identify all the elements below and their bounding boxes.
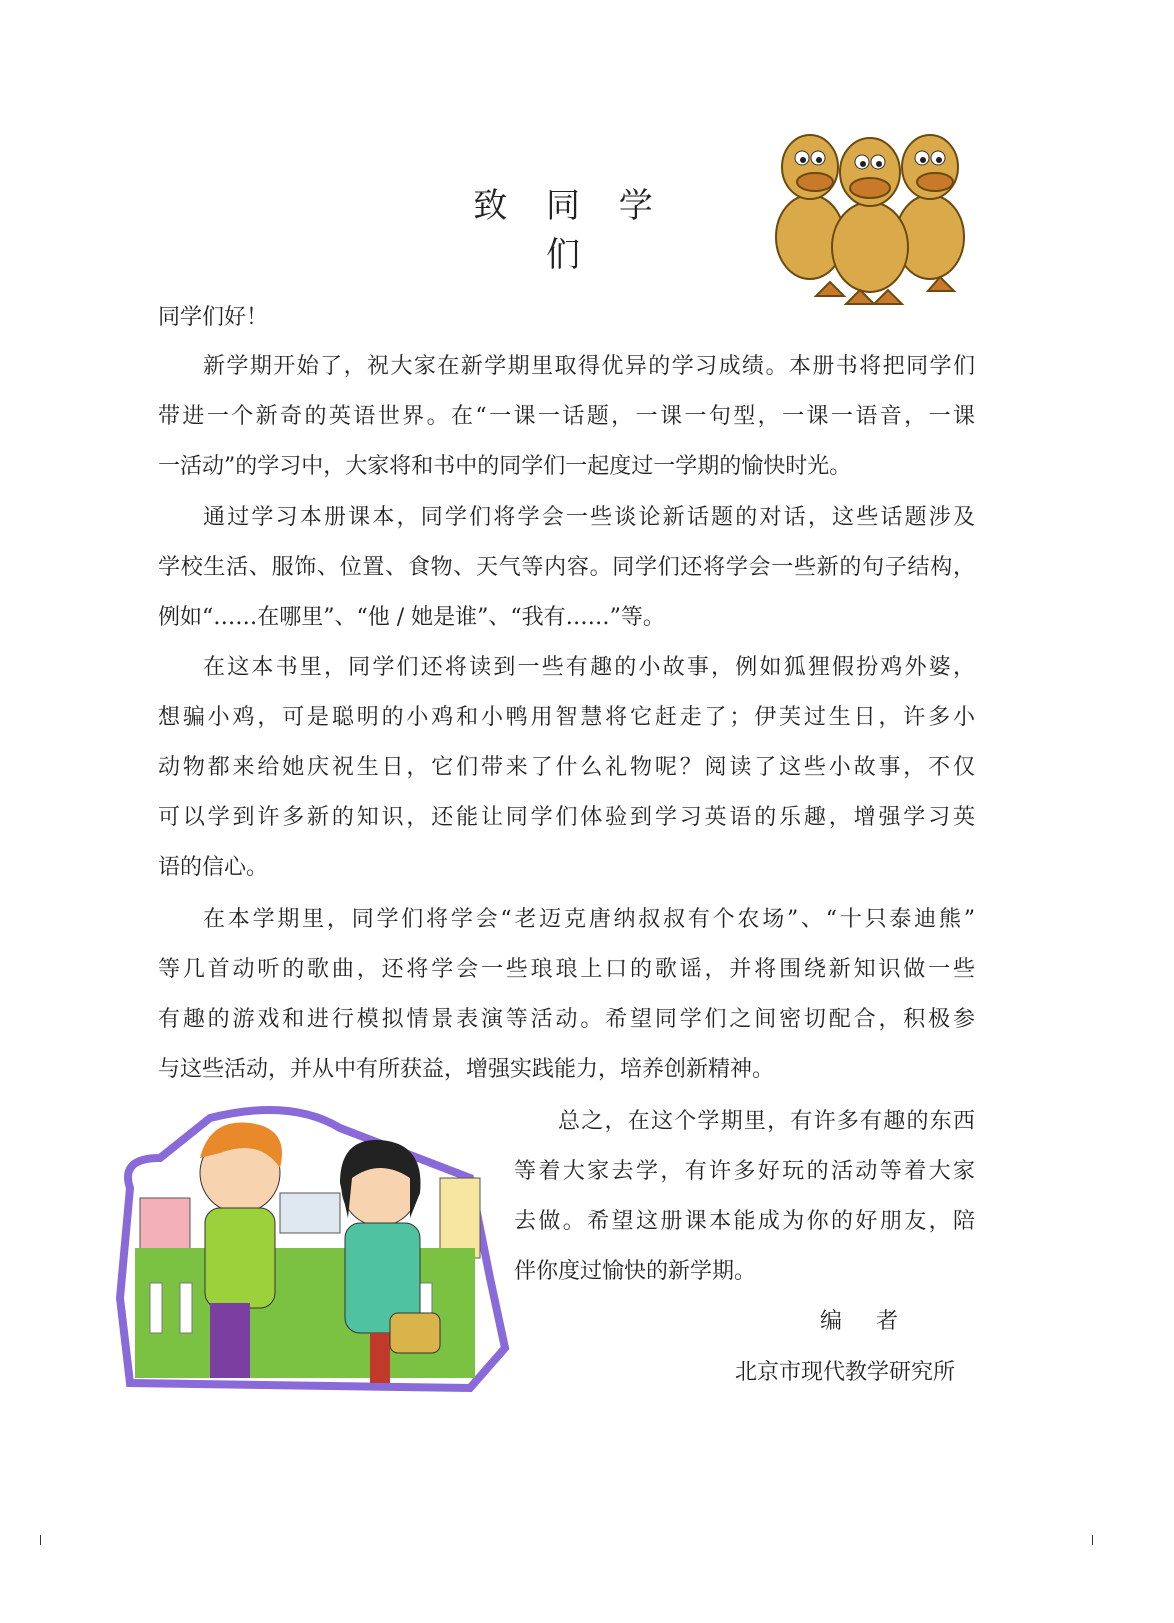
paragraph-line: 例如“……在哪里”、“他 / 她是谁”、“我有……”等。 [158,605,665,630]
paragraph-line: 通过学习本册课本，同学们将学会一些谈论新话题的对话，这些话题涉及 [203,505,975,530]
closing-line: 总之，在这个学期里，有许多有趣的东西 [558,1109,975,1134]
page-title: 致 同 学 们 [473,186,667,275]
signature-author: 编 者 [820,1309,905,1334]
crop-mark [40,1535,41,1545]
paragraph-line: 在这本书里，同学们还将读到一些有趣的小故事，例如狐狸假扮鸡外婆， [203,655,975,680]
closing-line: 去做。希望这册课本能成为你的好朋友，陪 [514,1209,975,1234]
paragraph-line: 等几首动听的歌曲，还将学会一些琅琅上口的歌谣，并将围绕新知识做一些 [158,957,975,982]
closing-line: 伴你度过愉快的新学期。 [514,1259,757,1284]
paragraph-line: 学校生活、服饰、位置、食物、天气等内容。同学们还将学会一些新的句子结构， [158,555,975,580]
paragraph-line: 有趣的游戏和进行模拟情景表演等活动。希望同学们之间密切配合，积极参 [158,1007,975,1032]
greeting: 同学们好！ [158,305,269,330]
paragraph-line: 可以学到许多新的知识，还能让同学们体验到学习英语的乐趣，增强学习英 [158,805,975,830]
paragraph-line: 语的信心。 [158,855,269,880]
three-ducks-illustration [770,122,975,307]
paragraph-line: 动物都来给她庆祝生日，它们带来了什么礼物呢？阅读了这些小故事，不仅 [158,755,975,780]
paragraph-line: 带进一个新奇的英语世界。在“一课一话题，一课一句型，一课一语音，一课 [158,404,975,429]
paragraph-line: 在本学期里，同学们将学会“老迈克唐纳叔叔有个农场”、“十只泰迪熊” [203,907,975,932]
crop-mark [1092,1535,1093,1545]
paragraph-line: 新学期开始了，祝大家在新学期里取得优异的学习成绩。本册书将把同学们 [203,354,975,379]
signature-organization: 北京市现代教学研究所 [735,1360,956,1385]
paragraph-line: 想骗小鸡，可是聪明的小鸡和小鸭用智慧将它赶走了；伊芙过生日，许多小 [158,705,975,730]
paragraph-line: 一活动”的学习中，大家将和书中的同学们一起度过一学期的愉快时光。 [158,454,852,479]
paragraph-line: 与这些活动，并从中有所获益，增强实践能力，培养创新精神。 [158,1057,775,1082]
closing-line: 等着大家去学，有许多好玩的活动等着大家 [514,1159,975,1184]
children-handshake-illustration [90,1098,510,1396]
